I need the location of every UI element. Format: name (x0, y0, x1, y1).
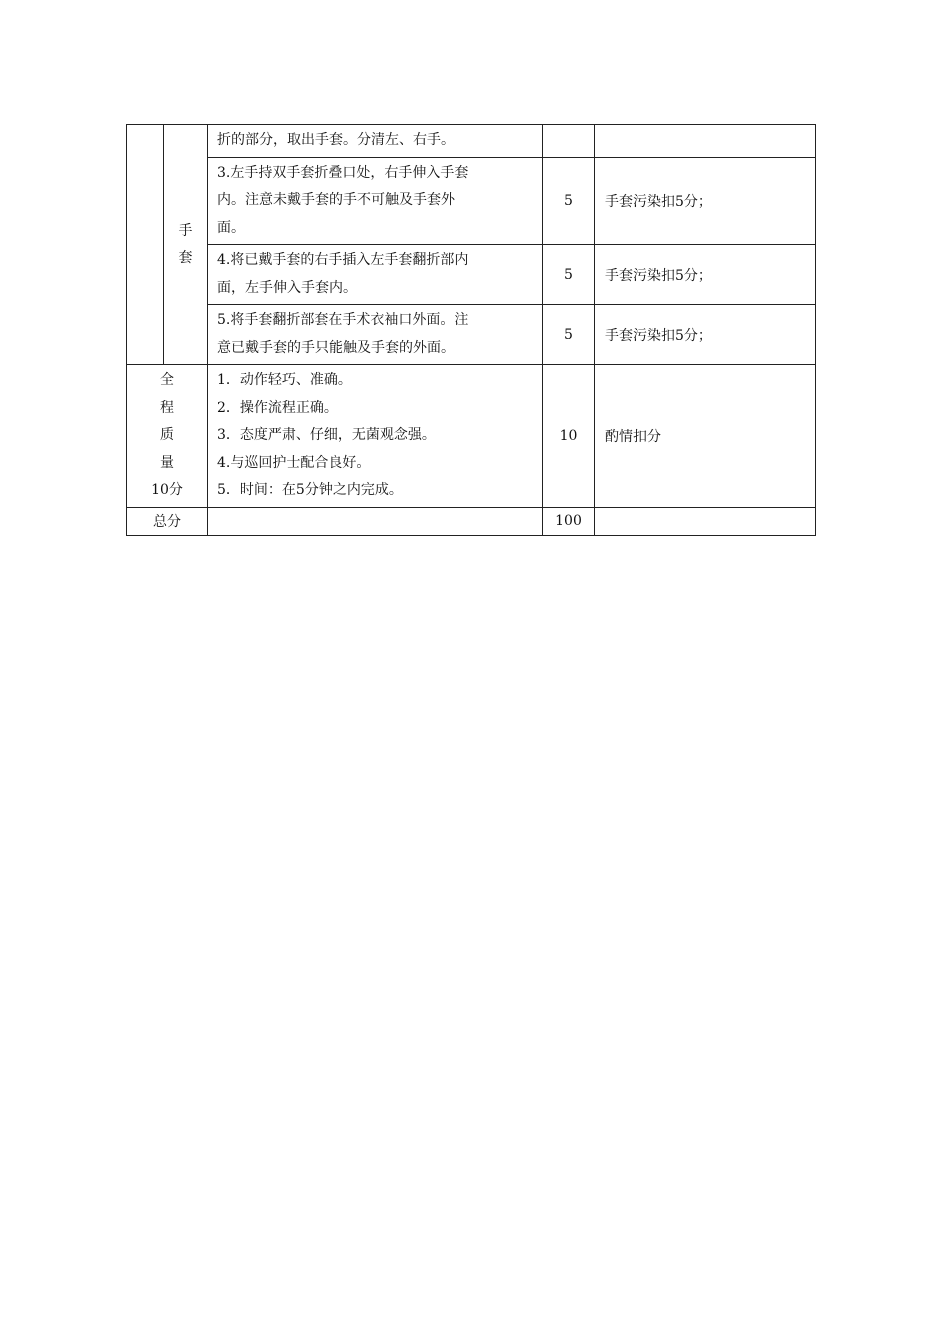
table-row (127, 365, 816, 508)
score-cell: 10 (543, 365, 595, 508)
deduction-cell: 手套污染扣5分； (595, 305, 816, 365)
step-content-cell: 3.左手持双手套折叠口处，右手伸入手套 内。注意未戴手套的手不可触及手套外 面。 (208, 157, 543, 245)
gloves-section-label: 手 套 (164, 125, 208, 365)
score-cell: 5 (543, 245, 595, 305)
step-content-cell: 折的部分，取出手套。分清左、右手。 (208, 125, 543, 158)
section-label-empty-cell (127, 125, 164, 365)
deduction-cell (595, 125, 816, 158)
step-content-cell: 5.将手套翻折部套在手术衣袖口外面。注 意已戴手套的手只能触及手套的外面。 (208, 305, 543, 365)
total-content-cell (208, 507, 543, 535)
deduction-cell: 酌情扣分 (595, 365, 816, 508)
table-row (127, 157, 816, 245)
quality-content-cell: 1．动作轻巧、准确。 2．操作流程正确。 3．态度严肃、仔细，无菌观念强。 4.与巡回护士配合良好。 5．时间：在5分钟之内完成。 (208, 365, 543, 508)
score-cell: 5 (543, 157, 595, 245)
quality-section-label: 全 程 质 量 10分 (127, 365, 208, 508)
table-row (127, 245, 816, 305)
score-table (126, 124, 816, 536)
table-row (127, 305, 816, 365)
table-row (127, 507, 816, 535)
table-row (127, 125, 816, 158)
total-deduction-cell (595, 507, 816, 535)
total-score-cell: 100 (543, 507, 595, 535)
total-label: 总分 (127, 507, 208, 535)
score-cell: 5 (543, 305, 595, 365)
score-cell (543, 125, 595, 158)
deduction-cell: 手套污染扣5分； (595, 157, 816, 245)
step-content-cell: 4.将已戴手套的右手插入左手套翻折部内 面，左手伸入手套内。 (208, 245, 543, 305)
deduction-cell: 手套污染扣5分； (595, 245, 816, 305)
